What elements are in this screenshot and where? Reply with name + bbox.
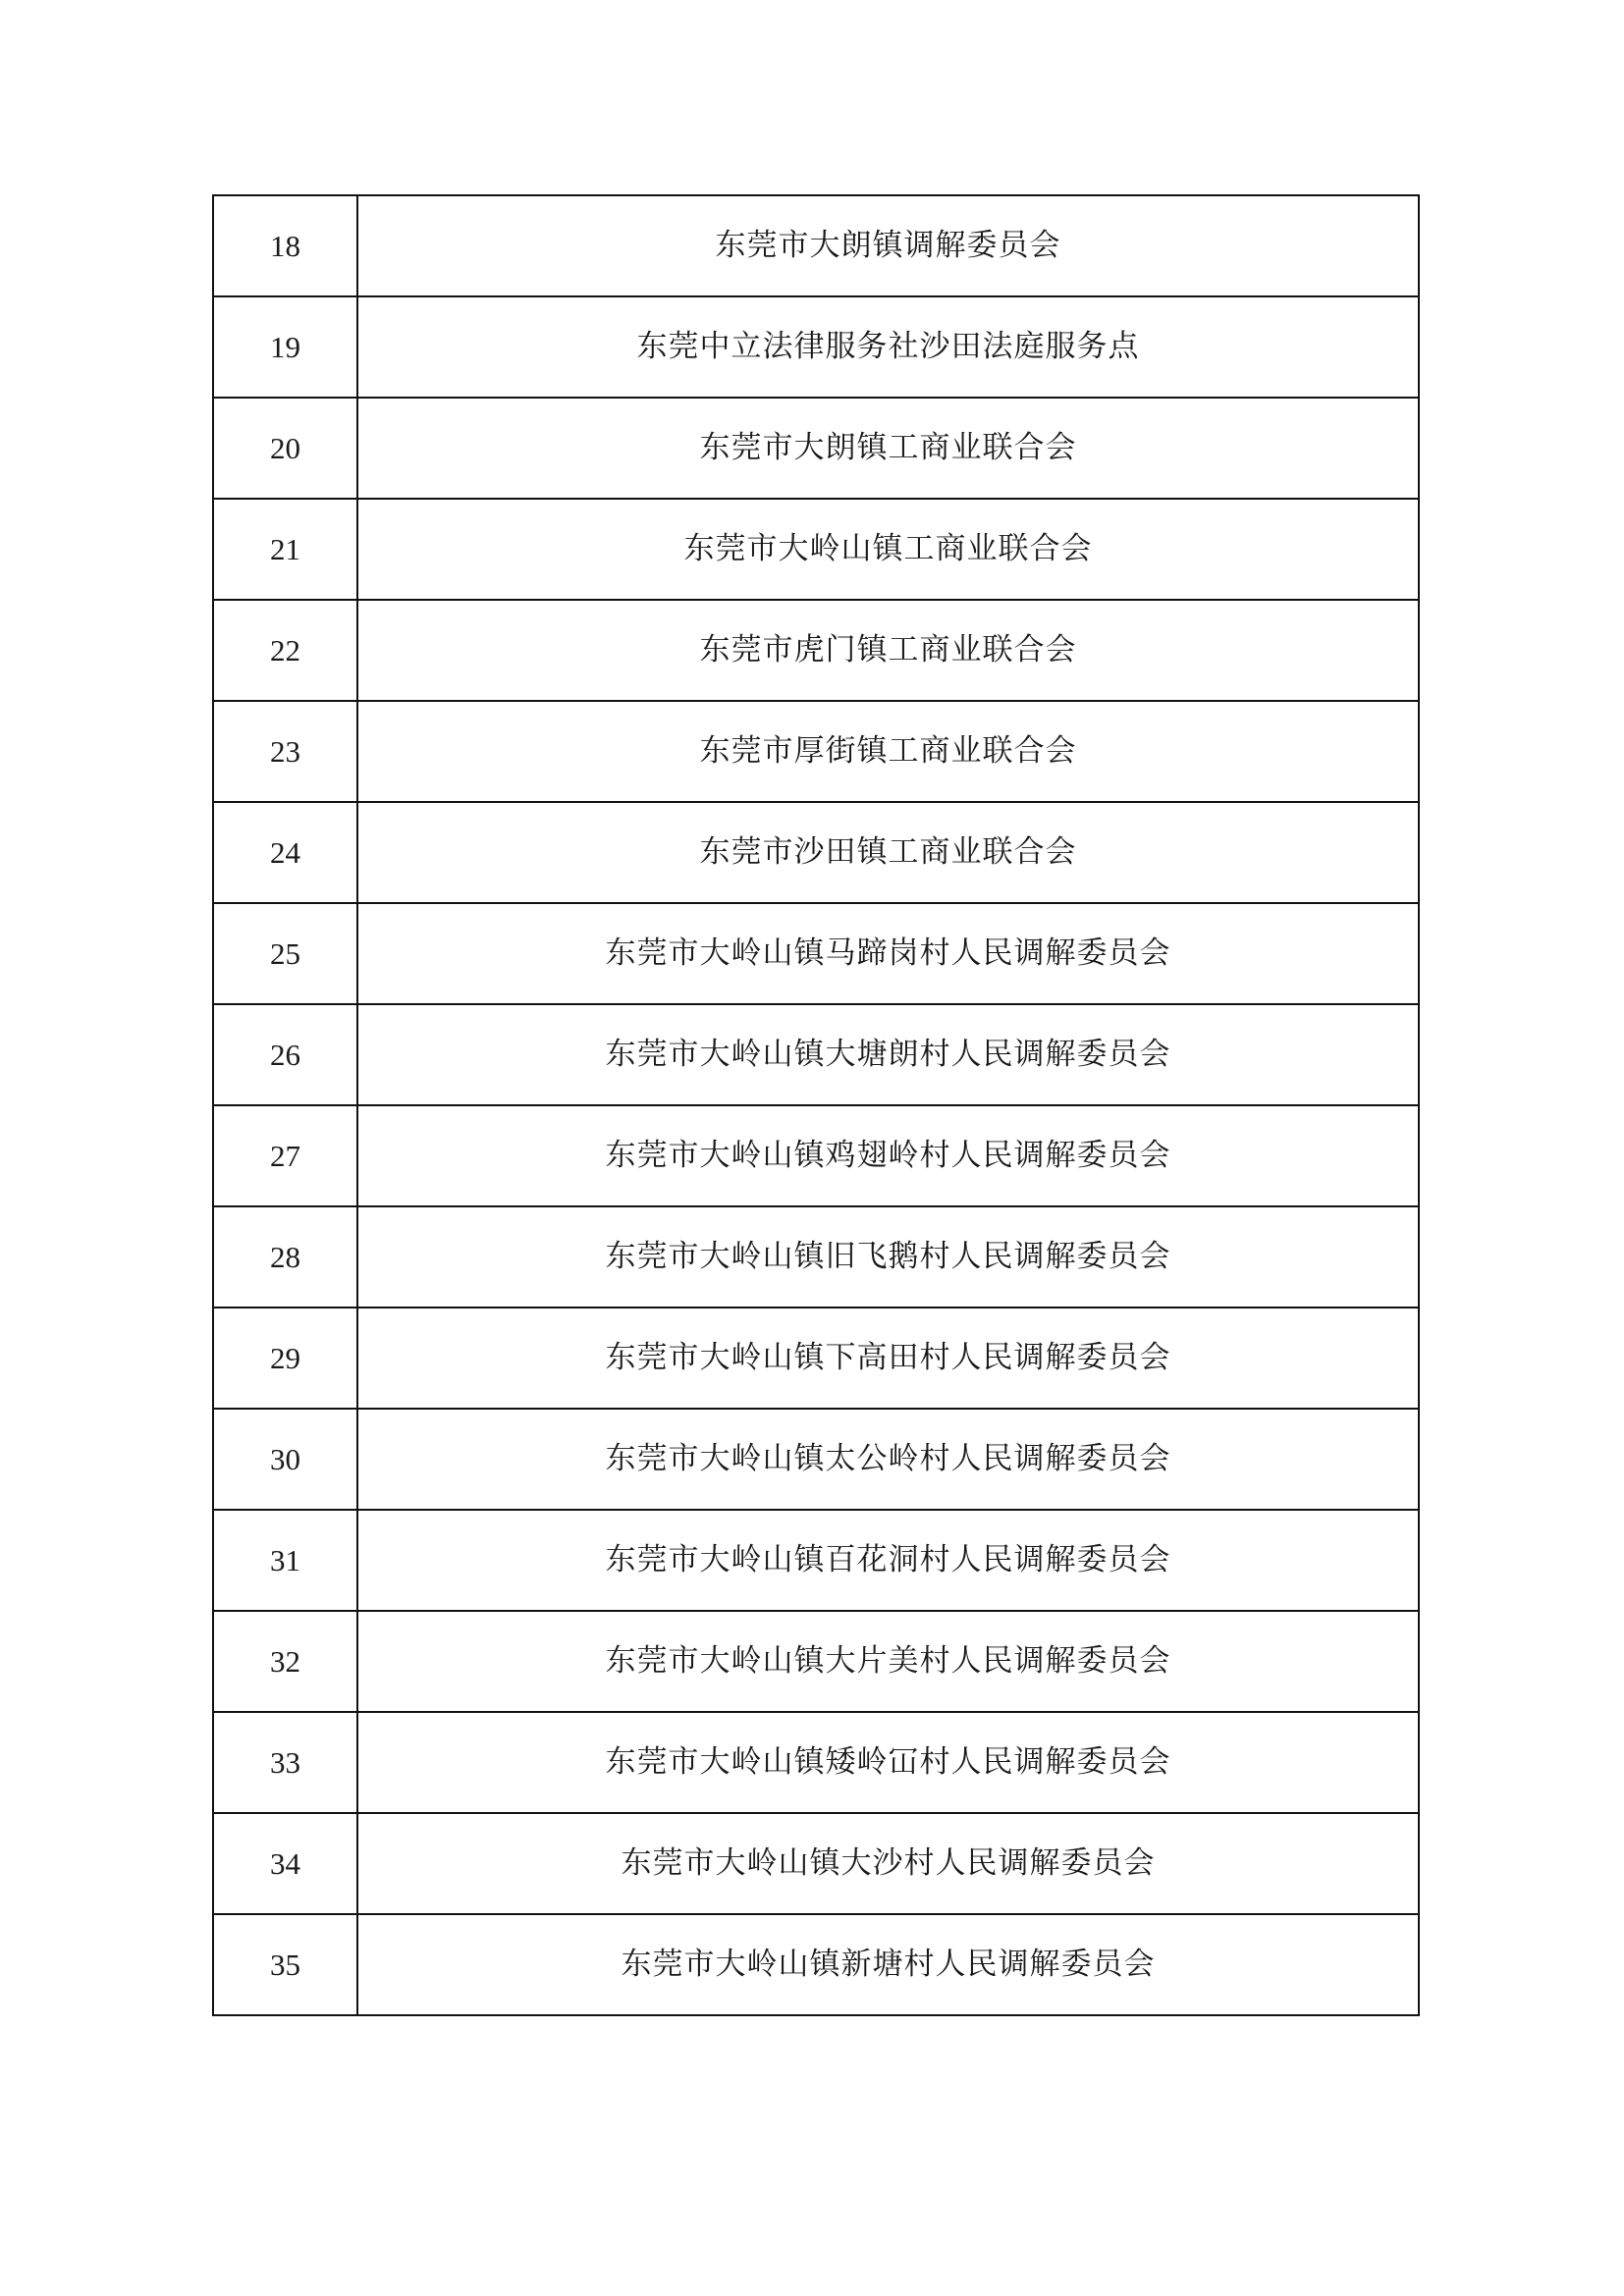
organization-name: 东莞市大岭山镇新塘村人民调解委员会 (357, 1914, 1419, 2015)
row-number: 25 (213, 903, 357, 1004)
row-number: 27 (213, 1105, 357, 1206)
row-number: 26 (213, 1004, 357, 1105)
row-number: 35 (213, 1914, 357, 2015)
row-number: 20 (213, 398, 357, 499)
row-number: 28 (213, 1206, 357, 1308)
organization-table (212, 194, 1420, 2016)
row-number: 23 (213, 701, 357, 802)
organization-name: 东莞市大朗镇工商业联合会 (357, 398, 1419, 499)
organization-name: 东莞中立法律服务社沙田法庭服务点 (357, 296, 1419, 398)
organization-name: 东莞市沙田镇工商业联合会 (357, 802, 1419, 903)
row-number: 32 (213, 1611, 357, 1712)
organization-name: 东莞市大岭山镇百花洞村人民调解委员会 (357, 1510, 1419, 1611)
row-number: 24 (213, 802, 357, 903)
table-row (213, 1510, 1419, 1611)
row-number: 29 (213, 1308, 357, 1409)
table-row (213, 701, 1419, 802)
organization-name: 东莞市大岭山镇下高田村人民调解委员会 (357, 1308, 1419, 1409)
organization-name: 东莞市大岭山镇旧飞鹅村人民调解委员会 (357, 1206, 1419, 1308)
organization-name: 东莞市厚街镇工商业联合会 (357, 701, 1419, 802)
table-row (213, 296, 1419, 398)
table-row (213, 499, 1419, 600)
table-row (213, 1712, 1419, 1813)
organization-name: 东莞市大岭山镇鸡翅岭村人民调解委员会 (357, 1105, 1419, 1206)
organization-name: 东莞市虎门镇工商业联合会 (357, 600, 1419, 701)
row-number: 34 (213, 1813, 357, 1914)
table-row (213, 600, 1419, 701)
table-row (213, 903, 1419, 1004)
organization-name: 东莞市大岭山镇马蹄岗村人民调解委员会 (357, 903, 1419, 1004)
organization-name: 东莞市大岭山镇太公岭村人民调解委员会 (357, 1409, 1419, 1510)
organization-name: 东莞市大岭山镇大片美村人民调解委员会 (357, 1611, 1419, 1712)
organization-name: 东莞市大岭山镇大沙村人民调解委员会 (357, 1813, 1419, 1914)
row-number: 33 (213, 1712, 357, 1813)
row-number: 19 (213, 296, 357, 398)
table-row (213, 1409, 1419, 1510)
table-row (213, 398, 1419, 499)
organization-name: 东莞市大朗镇调解委员会 (357, 195, 1419, 296)
organization-name: 东莞市大岭山镇工商业联合会 (357, 499, 1419, 600)
table-row (213, 1105, 1419, 1206)
table-row (213, 1813, 1419, 1914)
table-row (213, 1308, 1419, 1409)
table-row (213, 1004, 1419, 1105)
table-row (213, 1206, 1419, 1308)
row-number: 18 (213, 195, 357, 296)
table-row (213, 1611, 1419, 1712)
table-row (213, 195, 1419, 296)
table-row (213, 802, 1419, 903)
row-number: 30 (213, 1409, 357, 1510)
table-row (213, 1914, 1419, 2015)
row-number: 22 (213, 600, 357, 701)
row-number: 21 (213, 499, 357, 600)
organization-name: 东莞市大岭山镇矮岭冚村人民调解委员会 (357, 1712, 1419, 1813)
row-number: 31 (213, 1510, 357, 1611)
table-body (213, 195, 1419, 2015)
organization-name: 东莞市大岭山镇大塘朗村人民调解委员会 (357, 1004, 1419, 1105)
